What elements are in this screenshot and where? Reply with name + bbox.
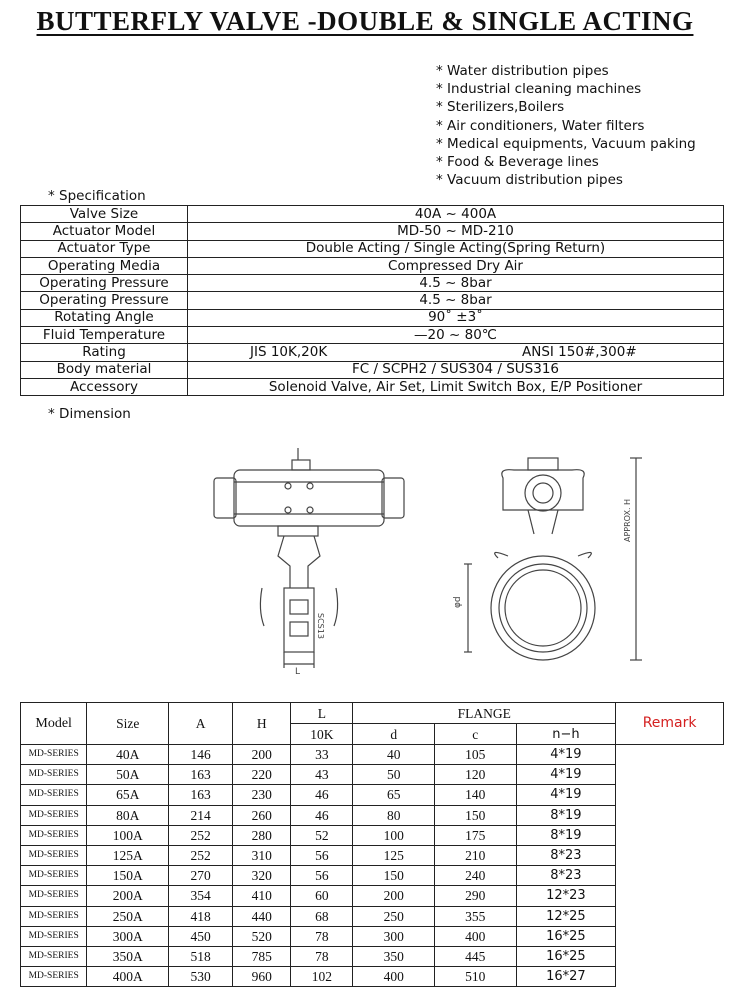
cell-nh: 8*23 (516, 866, 616, 886)
cell-a: 163 (169, 765, 233, 785)
cell-nh: 4*19 (516, 745, 616, 765)
cell-h: 440 (233, 906, 291, 926)
valve-drawing (198, 438, 668, 678)
cell-c: 355 (434, 906, 516, 926)
cell-d: 80 (353, 805, 435, 825)
cell-c: 175 (434, 825, 516, 845)
cell-h: 410 (233, 886, 291, 906)
header-remark: Remark (616, 703, 724, 745)
cell-c: 120 (434, 765, 516, 785)
application-item: * Sterilizers,Boilers (436, 98, 696, 116)
spec-key: Body material (21, 361, 188, 378)
cell-model: MD-SERIES (21, 866, 87, 886)
header-nh: n−h (516, 724, 616, 745)
cell-size: 250A (87, 906, 169, 926)
cell-model: MD-SERIES (21, 765, 87, 785)
cell-nh: 16*25 (516, 926, 616, 946)
rating-jis: JIS 10K,20K (250, 344, 328, 361)
spec-row (21, 257, 724, 274)
spec-key: Rotating Angle (21, 309, 188, 326)
cell-d: 40 (353, 745, 435, 765)
cell-nh: 16*25 (516, 946, 616, 966)
spec-value-rating (188, 344, 724, 361)
cell-d: 50 (353, 765, 435, 785)
cell-c: 240 (434, 866, 516, 886)
cell-h: 230 (233, 785, 291, 805)
cell-h: 200 (233, 745, 291, 765)
cell-a: 146 (169, 745, 233, 765)
cell-a: 252 (169, 845, 233, 865)
cell-a: 354 (169, 886, 233, 906)
cell-a: 418 (169, 906, 233, 926)
applications-list (436, 62, 696, 189)
table-row (21, 886, 724, 906)
spec-key: Rating (21, 344, 188, 361)
body-mark: SCS13 (316, 613, 325, 639)
cell-model: MD-SERIES (21, 886, 87, 906)
length-mark: L (295, 667, 301, 677)
cell-a: 518 (169, 946, 233, 966)
cell-h: 220 (233, 765, 291, 785)
cell-d: 65 (353, 785, 435, 805)
cell-model: MD-SERIES (21, 845, 87, 865)
cell-c: 290 (434, 886, 516, 906)
cell-c: 510 (434, 967, 516, 987)
spec-row (21, 275, 724, 292)
cell-c: 210 (434, 845, 516, 865)
cell-size: 350A (87, 946, 169, 966)
spec-row-rating (21, 344, 724, 361)
cell-model: MD-SERIES (21, 785, 87, 805)
cell-size: 400A (87, 967, 169, 987)
cell-l: 46 (291, 805, 353, 825)
header-flange: FLANGE (353, 703, 616, 724)
spec-row (21, 378, 724, 395)
cell-h: 320 (233, 866, 291, 886)
spec-value: Solenoid Valve, Air Set, Limit Switch Box, E/P Positioner (188, 378, 724, 395)
header-c: c (434, 724, 516, 745)
header-l-10k: 10K (291, 724, 353, 745)
header-size: Size (87, 703, 169, 745)
cell-c: 445 (434, 946, 516, 966)
cell-d: 100 (353, 825, 435, 845)
spec-key: Fluid Temperature (21, 327, 188, 344)
table-row (21, 946, 724, 966)
cell-l: 78 (291, 926, 353, 946)
cell-nh: 12*23 (516, 886, 616, 906)
cell-nh: 8*19 (516, 805, 616, 825)
dimension-label: * Dimension (48, 406, 131, 422)
cell-c: 400 (434, 926, 516, 946)
cell-a: 252 (169, 825, 233, 845)
cell-l: 78 (291, 946, 353, 966)
cell-size: 100A (87, 825, 169, 845)
application-item: * Medical equipments, Vacuum paking (436, 135, 696, 153)
header-model: Model (21, 703, 87, 745)
cell-nh: 4*19 (516, 785, 616, 805)
spec-row (21, 292, 724, 309)
cell-h: 260 (233, 805, 291, 825)
cell-l: 43 (291, 765, 353, 785)
cell-c: 105 (434, 745, 516, 765)
cell-model: MD-SERIES (21, 906, 87, 926)
cell-d: 200 (353, 886, 435, 906)
spec-row (21, 361, 724, 378)
spec-key: Operating Pressure (21, 275, 188, 292)
cell-l: 46 (291, 785, 353, 805)
spec-value: MD-50 ~ MD-210 (188, 223, 724, 240)
header-h: H (233, 703, 291, 745)
diameter-mark: φd (453, 596, 463, 608)
spec-row (21, 327, 724, 344)
spec-key: Operating Pressure (21, 292, 188, 309)
spec-value: 4.5 ~ 8bar (188, 292, 724, 309)
cell-model: MD-SERIES (21, 946, 87, 966)
cell-a: 270 (169, 866, 233, 886)
spec-value: 40A ~ 400A (188, 206, 724, 223)
dim-header-row (21, 703, 724, 724)
table-row (21, 745, 724, 765)
table-row (21, 926, 724, 946)
application-item: * Food & Beverage lines (436, 153, 696, 171)
table-row (21, 845, 724, 865)
header-a: A (169, 703, 233, 745)
spec-value: 4.5 ~ 8bar (188, 275, 724, 292)
table-row (21, 906, 724, 926)
cell-l: 52 (291, 825, 353, 845)
cell-size: 200A (87, 886, 169, 906)
table-row (21, 765, 724, 785)
cell-a: 163 (169, 785, 233, 805)
spec-key: Valve Size (21, 206, 188, 223)
specification-label: * Specification (48, 188, 146, 204)
cell-size: 150A (87, 866, 169, 886)
application-item: * Industrial cleaning machines (436, 80, 696, 98)
cell-d: 300 (353, 926, 435, 946)
table-row (21, 825, 724, 845)
cell-d: 350 (353, 946, 435, 966)
cell-l: 56 (291, 845, 353, 865)
table-row (21, 785, 724, 805)
cell-d: 150 (353, 866, 435, 886)
height-mark: APPROX. H (623, 498, 632, 542)
side-view (453, 458, 642, 660)
table-row (21, 805, 724, 825)
application-item: * Vacuum distribution pipes (436, 171, 696, 189)
spec-key: Accessory (21, 378, 188, 395)
cell-size: 50A (87, 765, 169, 785)
cell-a: 530 (169, 967, 233, 987)
cell-size: 125A (87, 845, 169, 865)
page-title: BUTTERFLY VALVE -DOUBLE & SINGLE ACTING (36, 6, 694, 36)
dimension-table (20, 702, 724, 987)
spec-key: Operating Media (21, 257, 188, 274)
cell-c: 150 (434, 805, 516, 825)
spec-value: FC / SCPH2 / SUS304 / SUS316 (188, 361, 724, 378)
cell-size: 65A (87, 785, 169, 805)
spec-row (21, 309, 724, 326)
spec-value: 90˚ ±3˚ (188, 309, 724, 326)
cell-d: 400 (353, 967, 435, 987)
cell-l: 60 (291, 886, 353, 906)
spec-row (21, 206, 724, 223)
spec-row (21, 223, 724, 240)
spec-key: Actuator Model (21, 223, 188, 240)
cell-nh: 4*19 (516, 765, 616, 785)
cell-h: 785 (233, 946, 291, 966)
cell-h: 960 (233, 967, 291, 987)
cell-c: 140 (434, 785, 516, 805)
cell-model: MD-SERIES (21, 825, 87, 845)
cell-model: MD-SERIES (21, 926, 87, 946)
cell-model: MD-SERIES (21, 745, 87, 765)
spec-row (21, 240, 724, 257)
cell-model: MD-SERIES (21, 967, 87, 987)
cell-a: 450 (169, 926, 233, 946)
specification-table (20, 205, 724, 396)
cell-l: 56 (291, 866, 353, 886)
cell-nh: 16*27 (516, 967, 616, 987)
application-item: * Air conditioners, Water filters (436, 117, 696, 135)
table-row (21, 866, 724, 886)
cell-h: 520 (233, 926, 291, 946)
cell-l: 68 (291, 906, 353, 926)
header-l: L (291, 703, 353, 724)
cell-nh: 8*23 (516, 845, 616, 865)
header-d: d (353, 724, 435, 745)
spec-value: Double Acting / Single Acting(Spring Return) (188, 240, 724, 257)
application-item: * Water distribution pipes (436, 62, 696, 80)
cell-model: MD-SERIES (21, 805, 87, 825)
cell-nh: 12*25 (516, 906, 616, 926)
cell-size: 40A (87, 745, 169, 765)
cell-a: 214 (169, 805, 233, 825)
cell-h: 310 (233, 845, 291, 865)
spec-key: Actuator Type (21, 240, 188, 257)
cell-h: 280 (233, 825, 291, 845)
cell-nh: 8*19 (516, 825, 616, 845)
cell-l: 33 (291, 745, 353, 765)
cell-l: 102 (291, 967, 353, 987)
spec-value: Compressed Dry Air (188, 257, 724, 274)
cell-d: 250 (353, 906, 435, 926)
cell-size: 80A (87, 805, 169, 825)
front-view (214, 448, 404, 677)
cell-d: 125 (353, 845, 435, 865)
cell-size: 300A (87, 926, 169, 946)
spec-value: —20 ~ 80℃ (188, 327, 724, 344)
rating-ansi: ANSI 150#,300# (522, 344, 637, 361)
table-row (21, 967, 724, 987)
